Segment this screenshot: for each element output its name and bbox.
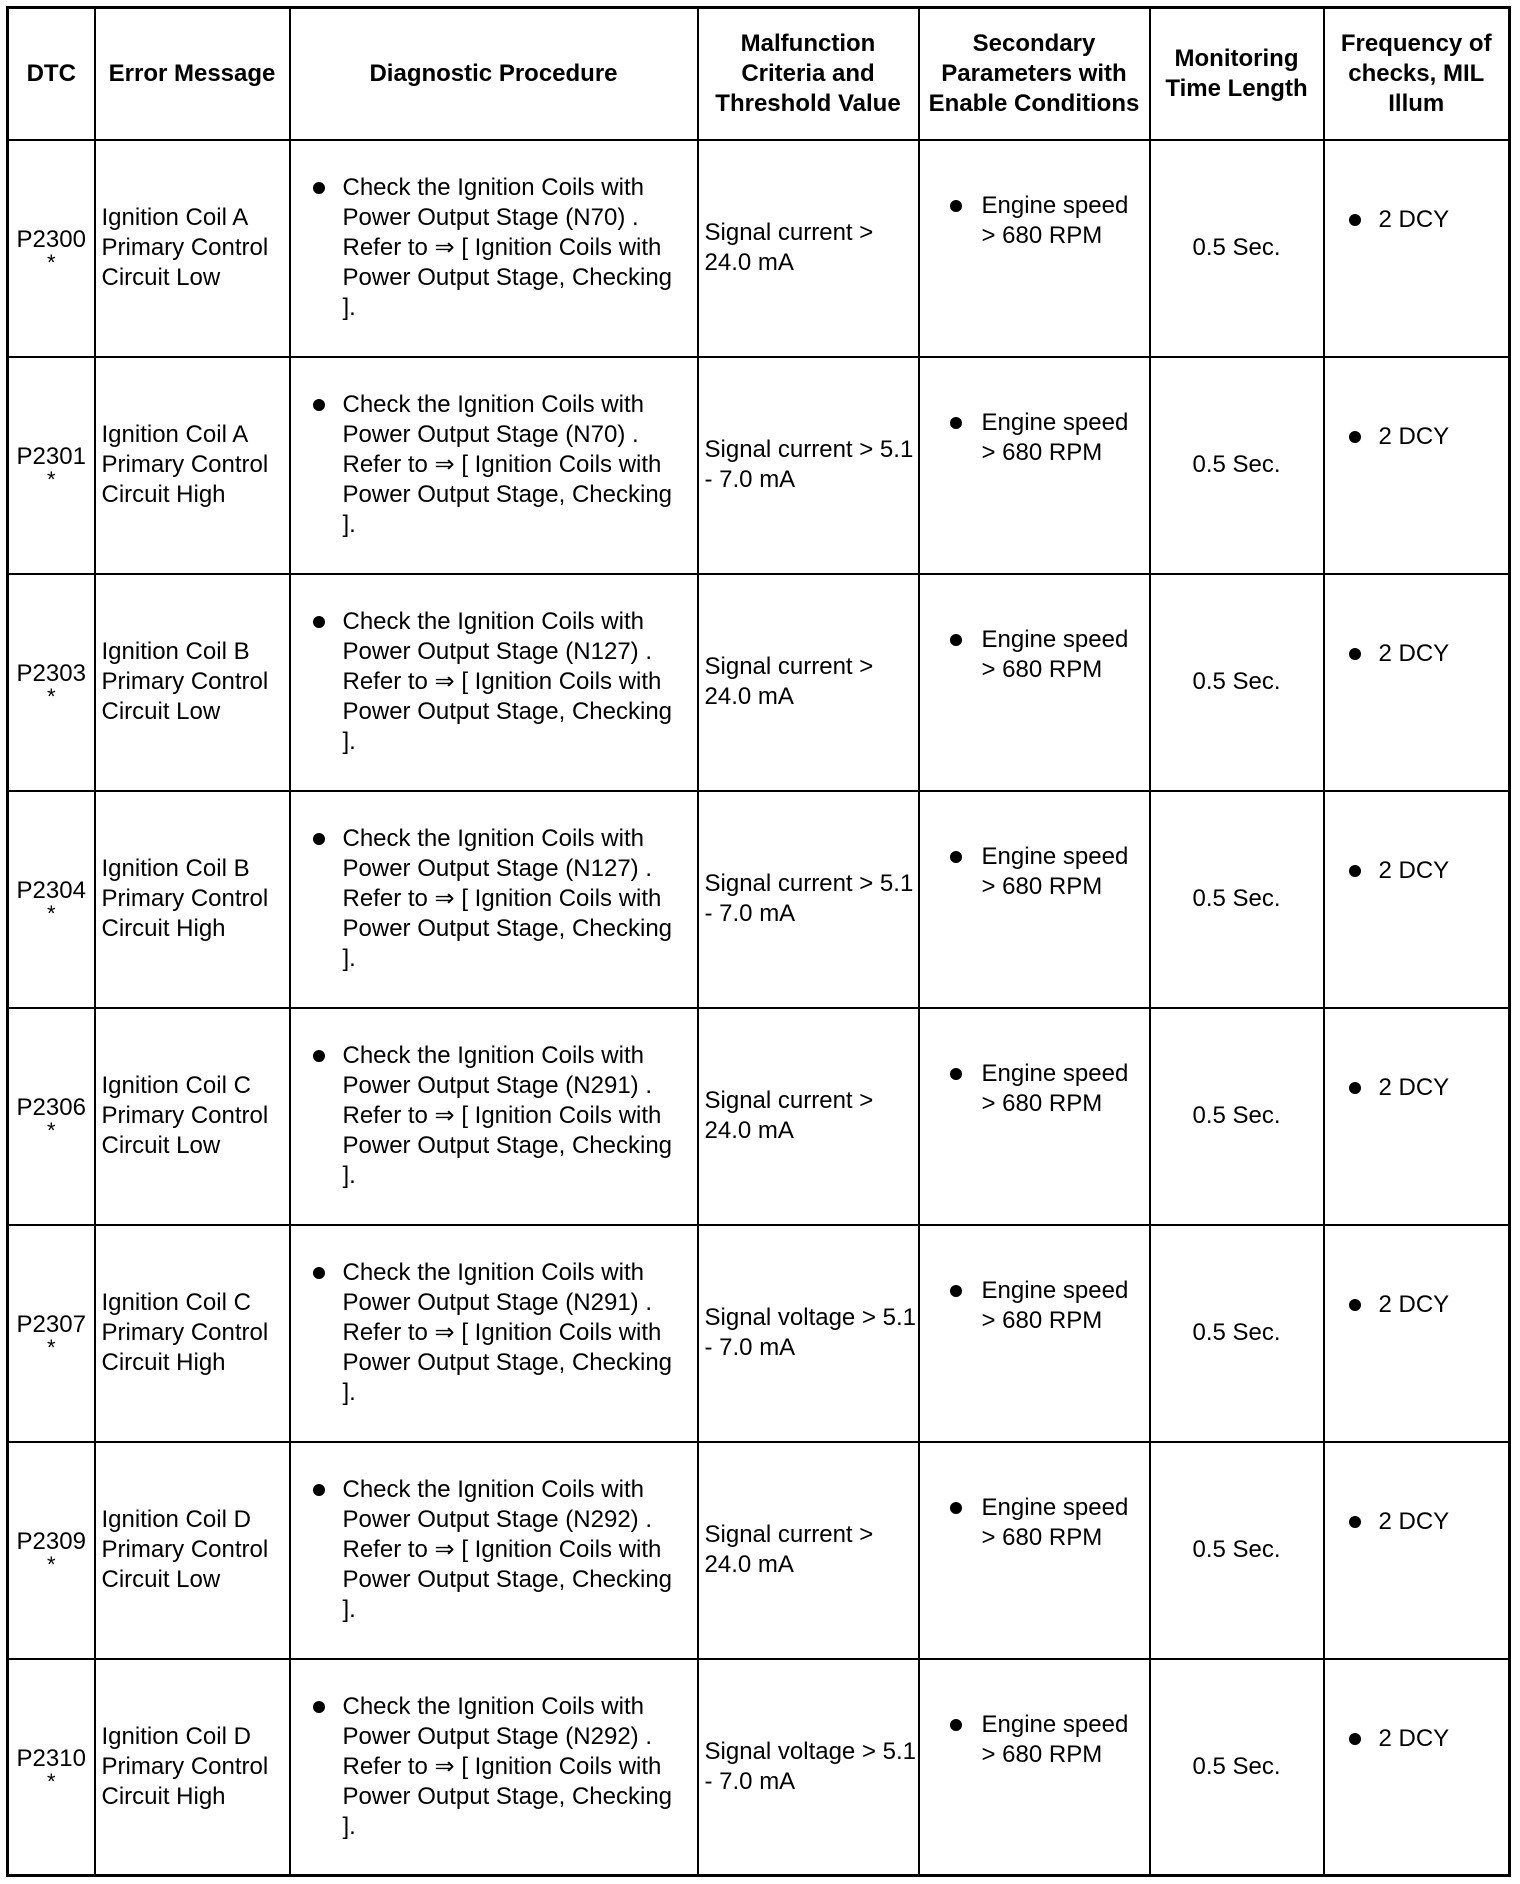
error-message-cell xyxy=(95,574,290,791)
bullet-icon xyxy=(1349,1733,1361,1745)
secondary-parameters-cell xyxy=(919,574,1150,791)
malfunction-criteria: Signal current > 24.0 mA xyxy=(704,219,874,276)
dtc-cell xyxy=(8,1659,95,1876)
error-message: Ignition Coil A Primary Control Circuit High xyxy=(101,421,269,508)
monitoring-time: 0.5 Sec. xyxy=(1192,1319,1281,1346)
error-message: Ignition Coil A Primary Control Circuit Low xyxy=(101,204,269,291)
malfunction-criteria-cell xyxy=(698,574,919,791)
frequency-text: 2 DCY xyxy=(1378,639,1450,667)
bullet-icon xyxy=(1349,431,1361,443)
parameter-item xyxy=(950,842,1149,902)
bullet-icon xyxy=(1349,648,1361,660)
error-message-cell xyxy=(95,1225,290,1442)
diagnostic-procedure-cell xyxy=(290,1008,698,1225)
frequency-item xyxy=(1349,1073,1509,1103)
malfunction-criteria-cell xyxy=(698,1442,919,1659)
bullet-icon xyxy=(950,200,962,212)
header-row xyxy=(8,8,1510,140)
parameter-text: Engine speed > 680 RPM xyxy=(981,1276,1129,1334)
bullet-icon xyxy=(313,616,325,628)
bullet-icon xyxy=(1349,214,1361,226)
dtc-cell xyxy=(8,1008,95,1225)
parameter-item xyxy=(950,408,1149,468)
dtc-cell xyxy=(8,140,95,357)
parameter-text: Engine speed > 680 RPM xyxy=(981,191,1129,249)
procedure-text: Check the Ignition Coils with Power Output Stage (N292) . Refer to ⇒ [ Ignition Coils with Power Output Stage, Checking ]. xyxy=(342,1692,673,1840)
table-row xyxy=(8,791,1510,1008)
dtc-asterisk: * xyxy=(46,1118,56,1143)
malfunction-criteria: Signal current > 24.0 mA xyxy=(704,1087,874,1144)
table-body xyxy=(8,140,1510,1876)
procedure-item xyxy=(313,1692,691,1842)
procedure-text: Check the Ignition Coils with Power Output Stage (N70) . Refer to ⇒ [ Ignition Coils with Power Output Stage, Checking ]. xyxy=(342,174,673,321)
table-row xyxy=(8,357,1510,574)
bullet-icon xyxy=(1349,1299,1361,1311)
bullet-icon xyxy=(313,399,325,411)
dtc-code: P2307 xyxy=(16,1311,86,1338)
procedure-text: Check the Ignition Coils with Power Output Stage (N292) . Refer to ⇒ [ Ignition Coils with Power Output Stage, Checking ]. xyxy=(342,1476,673,1623)
header-frequency: Frequency of checks, MIL Illum xyxy=(1324,8,1510,140)
diagnostic-procedure-cell xyxy=(290,791,698,1008)
diagnostic-procedure-cell xyxy=(290,574,698,791)
monitoring-time: 0.5 Sec. xyxy=(1192,1102,1281,1129)
parameter-text: Engine speed > 680 RPM xyxy=(981,408,1129,466)
bullet-icon xyxy=(313,1267,325,1279)
monitoring-time: 0.5 Sec. xyxy=(1192,885,1281,912)
malfunction-criteria-cell xyxy=(698,357,919,574)
frequency-text: 2 DCY xyxy=(1378,1290,1450,1318)
dtc-asterisk: * xyxy=(46,901,56,926)
diagnostic-procedure-cell xyxy=(290,140,698,357)
malfunction-criteria: Signal current > 5.1 - 7.0 mA xyxy=(704,870,914,927)
monitoring-time: 0.5 Sec. xyxy=(1192,1536,1281,1563)
error-message-cell xyxy=(95,140,290,357)
dtc-cell xyxy=(8,1225,95,1442)
bullet-icon xyxy=(950,1068,962,1080)
procedure-item xyxy=(313,390,691,540)
frequency-item xyxy=(1349,639,1509,669)
dtc-code: P2306 xyxy=(16,1094,86,1121)
secondary-parameters-cell xyxy=(919,1225,1150,1442)
header-monitoring-time: Monitoring Time Length xyxy=(1150,8,1324,140)
bullet-icon xyxy=(313,1050,325,1062)
error-message: Ignition Coil C Primary Control Circuit Low xyxy=(101,1072,269,1159)
dtc-asterisk: * xyxy=(46,250,56,275)
header-secondary-parameters: Secondary Parameters with Enable Conditions xyxy=(919,8,1150,140)
monitoring-time: 0.5 Sec. xyxy=(1192,1752,1281,1780)
header-malfunction-criteria: Malfunction Criteria and Threshold Value xyxy=(698,8,919,140)
bullet-icon xyxy=(1349,865,1361,877)
dtc-cell xyxy=(8,357,95,574)
frequency-text: 2 DCY xyxy=(1378,1073,1450,1101)
procedure-item xyxy=(313,1475,691,1625)
parameter-text: Engine speed > 680 RPM xyxy=(981,1059,1129,1117)
procedure-text: Check the Ignition Coils with Power Output Stage (N291) . Refer to ⇒ [ Ignition Coils with Power Output Stage, Checking ]. xyxy=(342,1259,673,1406)
secondary-parameters-cell xyxy=(919,140,1150,357)
error-message-cell xyxy=(95,1442,290,1659)
monitoring-time-cell xyxy=(1150,1008,1324,1225)
frequency-cell xyxy=(1324,1659,1510,1876)
parameter-item xyxy=(950,1710,1149,1770)
frequency-item xyxy=(1349,856,1509,886)
procedure-text: Check the Ignition Coils with Power Output Stage (N70) . Refer to ⇒ [ Ignition Coils with Power Output Stage, Checking ]. xyxy=(342,391,673,538)
error-message: Ignition Coil B Primary Control Circuit Low xyxy=(101,638,269,725)
monitoring-time-cell xyxy=(1150,574,1324,791)
frequency-cell xyxy=(1324,1225,1510,1442)
table-header xyxy=(8,8,1510,140)
procedure-item xyxy=(313,824,691,974)
dtc-table xyxy=(6,6,1511,1877)
monitoring-time: 0.5 Sec. xyxy=(1192,234,1281,261)
parameter-item xyxy=(950,625,1149,685)
bullet-icon xyxy=(950,634,962,646)
error-message-cell xyxy=(95,791,290,1008)
bullet-icon xyxy=(950,1502,962,1514)
monitoring-time-cell xyxy=(1150,1659,1324,1876)
procedure-item xyxy=(313,1041,691,1191)
diagnostic-procedure-cell xyxy=(290,357,698,574)
frequency-item xyxy=(1349,422,1509,452)
procedure-text: Check the Ignition Coils with Power Output Stage (N127) . Refer to ⇒ [ Ignition Coils with Power Output Stage, Checking ]. xyxy=(342,608,673,755)
table-row xyxy=(8,574,1510,791)
dtc-code: P2309 xyxy=(16,1528,86,1555)
dtc-code: P2310 xyxy=(16,1744,86,1772)
table-row xyxy=(8,1225,1510,1442)
header-dtc: DTC xyxy=(8,8,95,140)
parameter-item xyxy=(950,191,1149,251)
monitoring-time-cell xyxy=(1150,1442,1324,1659)
frequency-item xyxy=(1349,1507,1509,1537)
malfunction-criteria: Signal voltage > 5.1 - 7.0 mA xyxy=(704,1304,916,1361)
monitoring-time-cell xyxy=(1150,140,1324,357)
error-message-cell xyxy=(95,1008,290,1225)
frequency-cell xyxy=(1324,791,1510,1008)
dtc-cell xyxy=(8,791,95,1008)
parameter-text: Engine speed > 680 RPM xyxy=(981,1493,1129,1551)
malfunction-criteria-cell xyxy=(698,140,919,357)
secondary-parameters-cell xyxy=(919,791,1150,1008)
procedure-item xyxy=(313,607,691,757)
procedure-text: Check the Ignition Coils with Power Output Stage (N127) . Refer to ⇒ [ Ignition Coils with Power Output Stage, Checking ]. xyxy=(342,825,673,972)
secondary-parameters-cell xyxy=(919,1008,1150,1225)
error-message-cell xyxy=(95,1659,290,1876)
parameter-text: Engine speed > 680 RPM xyxy=(981,842,1129,900)
dtc-cell xyxy=(8,1442,95,1659)
malfunction-criteria: Signal current > 24.0 mA xyxy=(704,1521,874,1578)
malfunction-criteria-cell xyxy=(698,1225,919,1442)
malfunction-criteria-cell xyxy=(698,1659,919,1876)
bullet-icon xyxy=(313,182,325,194)
frequency-item xyxy=(1349,1724,1509,1754)
parameter-item xyxy=(950,1276,1149,1336)
frequency-text: 2 DCY xyxy=(1378,1507,1450,1535)
error-message: Ignition Coil C Primary Control Circuit High xyxy=(101,1289,269,1376)
monitoring-time-cell xyxy=(1150,791,1324,1008)
error-message-cell xyxy=(95,357,290,574)
table-row xyxy=(8,1442,1510,1659)
bullet-icon xyxy=(313,1701,325,1713)
frequency-cell xyxy=(1324,357,1510,574)
bullet-icon xyxy=(950,851,962,863)
frequency-text: 2 DCY xyxy=(1378,856,1450,884)
diagnostic-procedure-cell xyxy=(290,1442,698,1659)
procedure-text: Check the Ignition Coils with Power Output Stage (N291) . Refer to ⇒ [ Ignition Coils with Power Output Stage, Checking ]. xyxy=(342,1042,673,1189)
secondary-parameters-cell xyxy=(919,357,1150,574)
parameter-text: Engine speed > 680 RPM xyxy=(981,625,1129,683)
frequency-item xyxy=(1349,205,1509,235)
dtc-asterisk: * xyxy=(46,467,56,492)
table-row xyxy=(8,1008,1510,1225)
frequency-cell xyxy=(1324,1008,1510,1225)
header-error-message: Error Message xyxy=(95,8,290,140)
malfunction-criteria: Signal current > 24.0 mA xyxy=(704,653,874,710)
parameter-item xyxy=(950,1059,1149,1119)
secondary-parameters-cell xyxy=(919,1442,1150,1659)
dtc-cell xyxy=(8,574,95,791)
monitoring-time-cell xyxy=(1150,1225,1324,1442)
parameter-text: Engine speed > 680 RPM xyxy=(981,1710,1129,1768)
dtc-code: P2304 xyxy=(16,877,86,904)
dtc-code: P2303 xyxy=(16,660,86,687)
dtc-code: P2300 xyxy=(16,226,86,253)
procedure-item xyxy=(313,173,691,323)
monitoring-time: 0.5 Sec. xyxy=(1192,451,1281,478)
table-row xyxy=(8,140,1510,357)
bullet-icon xyxy=(313,1484,325,1496)
frequency-text: 2 DCY xyxy=(1378,205,1450,233)
dtc-asterisk: * xyxy=(46,1768,56,1794)
malfunction-criteria-cell xyxy=(698,791,919,1008)
diagnostic-procedure-cell xyxy=(290,1225,698,1442)
bullet-icon xyxy=(950,1719,962,1731)
diagnostic-procedure-cell xyxy=(290,1659,698,1876)
malfunction-criteria: Signal current > 5.1 - 7.0 mA xyxy=(704,436,914,493)
bullet-icon xyxy=(950,1285,962,1297)
monitoring-time: 0.5 Sec. xyxy=(1192,668,1281,695)
secondary-parameters-cell xyxy=(919,1659,1150,1876)
frequency-cell xyxy=(1324,140,1510,357)
frequency-text: 2 DCY xyxy=(1378,1724,1450,1752)
frequency-item xyxy=(1349,1290,1509,1320)
frequency-cell xyxy=(1324,574,1510,791)
dtc-asterisk: * xyxy=(46,1335,56,1360)
dtc-asterisk: * xyxy=(46,1552,56,1577)
malfunction-criteria-cell xyxy=(698,1008,919,1225)
error-message: Ignition Coil B Primary Control Circuit High xyxy=(101,855,269,942)
dtc-asterisk: * xyxy=(46,684,56,709)
parameter-item xyxy=(950,1493,1149,1553)
frequency-cell xyxy=(1324,1442,1510,1659)
procedure-item xyxy=(313,1258,691,1408)
malfunction-criteria: Signal voltage > 5.1 - 7.0 mA xyxy=(704,1737,916,1795)
error-message: Ignition Coil D Primary Control Circuit Low xyxy=(101,1506,269,1593)
table-row xyxy=(8,1659,1510,1876)
frequency-text: 2 DCY xyxy=(1378,422,1450,450)
error-message: Ignition Coil D Primary Control Circuit High xyxy=(101,1722,269,1810)
monitoring-time-cell xyxy=(1150,357,1324,574)
bullet-icon xyxy=(950,417,962,429)
header-diagnostic-procedure: Diagnostic Procedure xyxy=(290,8,698,140)
bullet-icon xyxy=(1349,1082,1361,1094)
bullet-icon xyxy=(1349,1516,1361,1528)
dtc-code: P2301 xyxy=(16,443,86,470)
bullet-icon xyxy=(313,833,325,845)
